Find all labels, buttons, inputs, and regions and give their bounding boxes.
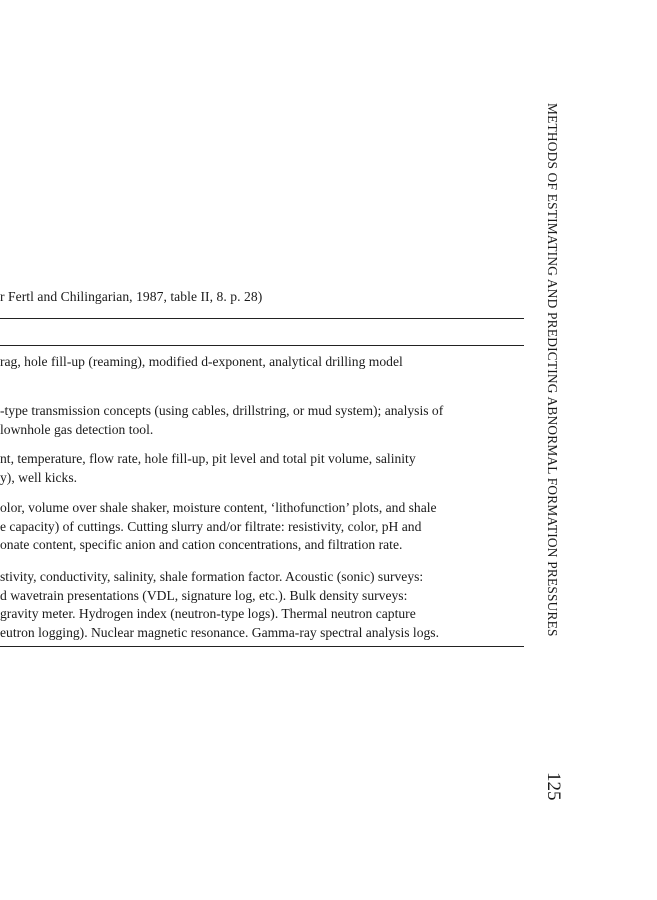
table-row <box>0 568 524 642</box>
table-row-line: nt, temperature, flow rate, hole fill-up, pit level and total pit volume, salinity <box>0 451 416 466</box>
running-head <box>540 103 560 643</box>
table-row-line: y), well kicks. <box>0 469 78 485</box>
table-row-line: -type transmission concepts (using cables, drillstring, or mud system); analysis of <box>0 403 444 418</box>
table-row-line: rag, hole fill-up (reaming), modified d-exponent, analytical drilling model <box>0 354 403 369</box>
table-row <box>0 499 524 555</box>
table-row-line: olor, volume over shale shaker, moisture content, ‘lithofunction’ plots, and shale <box>0 500 437 515</box>
table-row <box>0 450 524 487</box>
table-row-line: e capacity) of cuttings. Cutting slurry and/or filtrate: resistivity, color, pH and <box>0 518 422 534</box>
page-number-text: 125 <box>543 772 564 801</box>
table-row-line: d wavetrain presentations (VDL, signature log, etc.). Bulk density surveys: <box>0 587 408 603</box>
table-row-line: eutron logging). Nuclear magnetic resonance. Gamma-ray spectral analysis logs. <box>0 624 439 640</box>
table-row <box>0 353 524 372</box>
table-row-line: gravity meter. Hydrogen index (neutron-type logs). Thermal neutron capture <box>0 606 416 621</box>
table-header-rule <box>0 345 524 346</box>
table-row-line: lownhole gas detection tool. <box>0 421 154 437</box>
table-top-rule <box>0 318 524 319</box>
table-row-line: stivity, conductivity, salinity, shale formation factor. Acoustic (sonic) surveys: <box>0 569 424 584</box>
running-head-text: METHODS OF ESTIMATING AND PREDICTING ABNORMAL FORMATION PRESSURES <box>545 103 560 637</box>
table-bottom-rule <box>0 646 524 647</box>
table-row-line: onate content, specific anion and cation concentrations, and filtration rate. <box>0 537 403 552</box>
table-row <box>0 402 524 439</box>
page-number <box>542 772 564 802</box>
table-caption: r Fertl and Chilingarian, 1987, table II, 8. p. 28) <box>0 289 263 304</box>
